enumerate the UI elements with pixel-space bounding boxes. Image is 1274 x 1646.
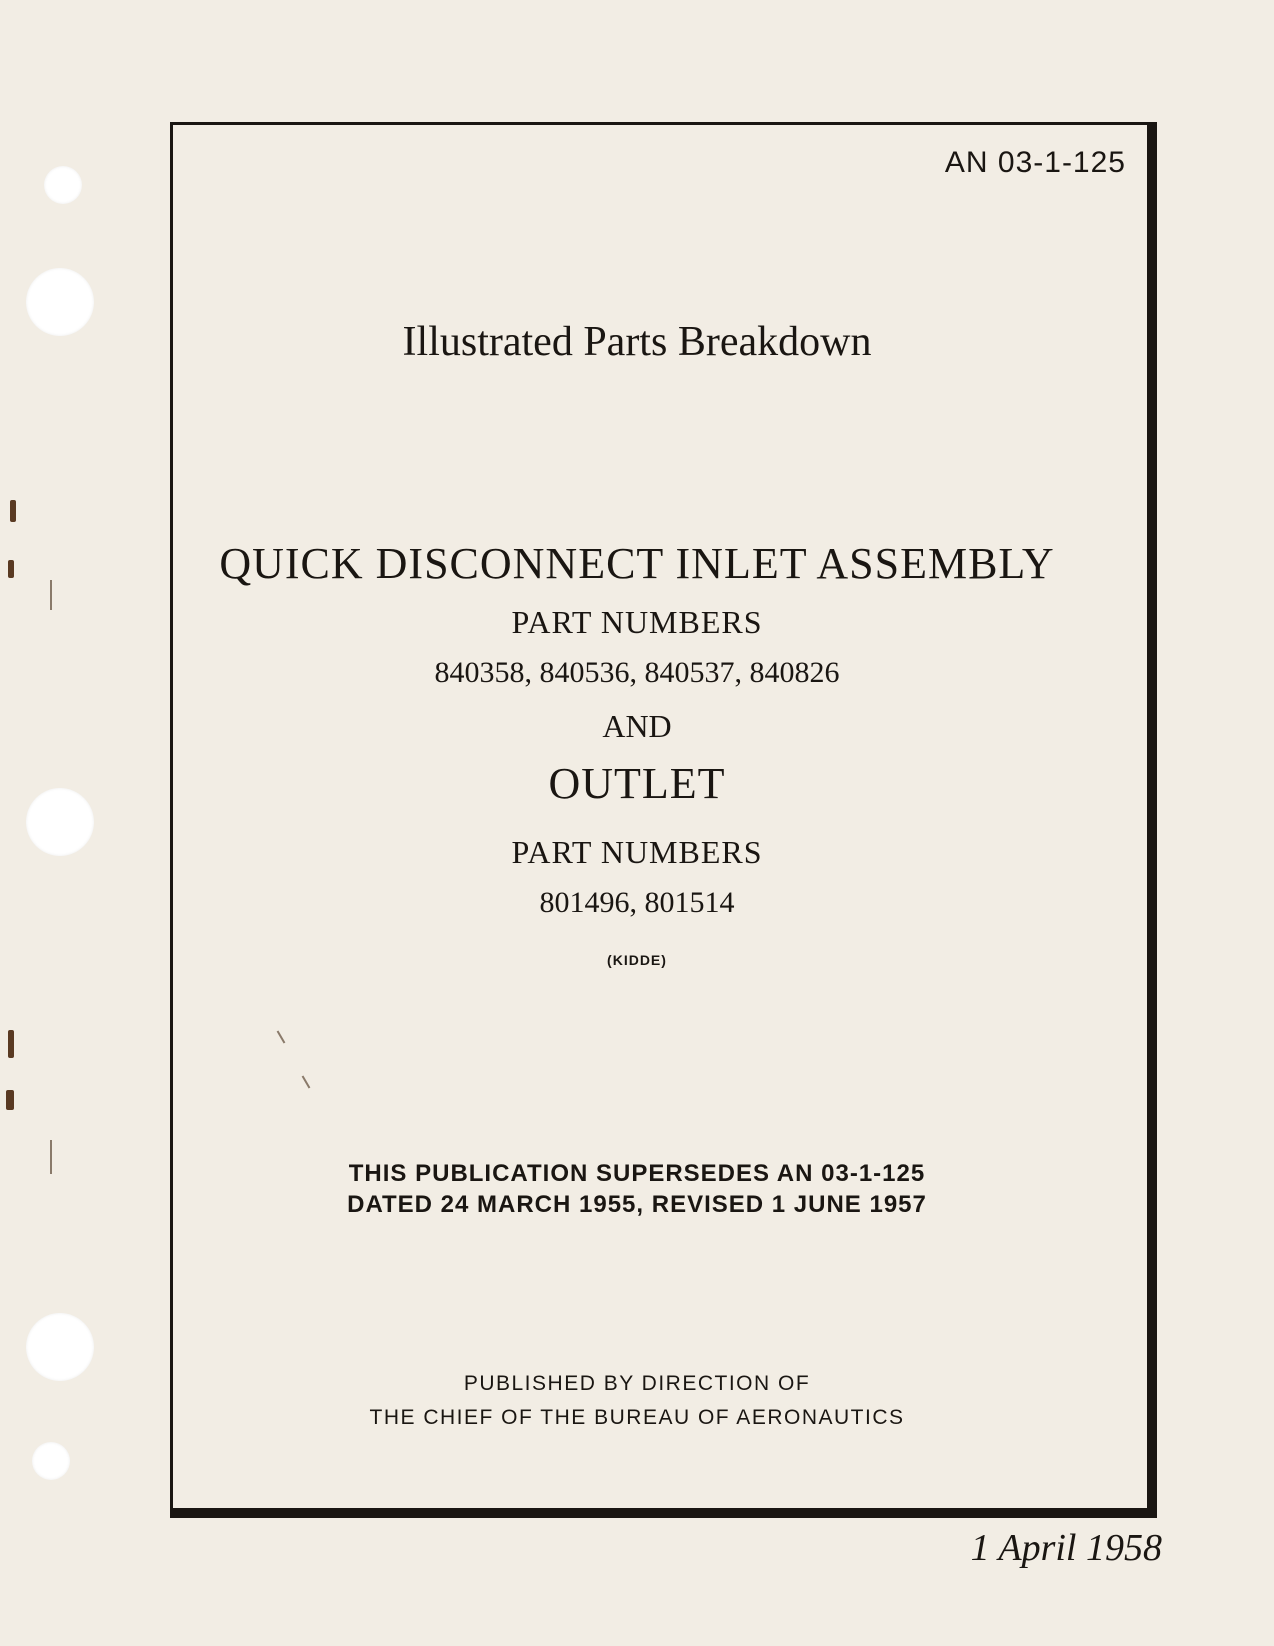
supersedes-line-2: DATED 24 MARCH 1955, REVISED 1 JUNE 1957 bbox=[347, 1191, 927, 1218]
rust-mark bbox=[8, 1030, 14, 1058]
outlet-part-numbers-label: PART NUMBERS bbox=[511, 834, 763, 870]
publication-title: Illustrated Parts Breakdown bbox=[402, 319, 872, 365]
manufacturer: (KIDDE) bbox=[607, 952, 667, 968]
binder-hole bbox=[26, 1313, 94, 1381]
binder-hole bbox=[32, 1442, 70, 1480]
authority-line-2: THE CHIEF OF THE BUREAU OF AERONAUTICS bbox=[369, 1406, 905, 1429]
authority-line-1: PUBLISHED BY DIRECTION OF bbox=[463, 1372, 811, 1395]
outlet-part-numbers: 801496, 801514 bbox=[539, 886, 735, 919]
conjunction-and: AND bbox=[602, 708, 672, 744]
rust-mark bbox=[10, 500, 16, 522]
inlet-part-numbers: 840358, 840536, 840537, 840826 bbox=[434, 656, 840, 689]
document-number: AN 03-1-125 bbox=[944, 146, 1126, 179]
binder-hole bbox=[44, 166, 82, 204]
publication-date: 1 April 1958 bbox=[970, 1527, 1162, 1569]
rust-mark bbox=[6, 1090, 14, 1110]
outlet-heading: OUTLET bbox=[548, 759, 726, 808]
supersedes-line-1: THIS PUBLICATION SUPERSEDES AN 03-1-125 bbox=[348, 1160, 926, 1187]
inlet-heading: QUICK DISCONNECT INLET ASSEMBLY bbox=[219, 539, 1055, 588]
inlet-part-numbers-label: PART NUMBERS bbox=[511, 604, 763, 640]
